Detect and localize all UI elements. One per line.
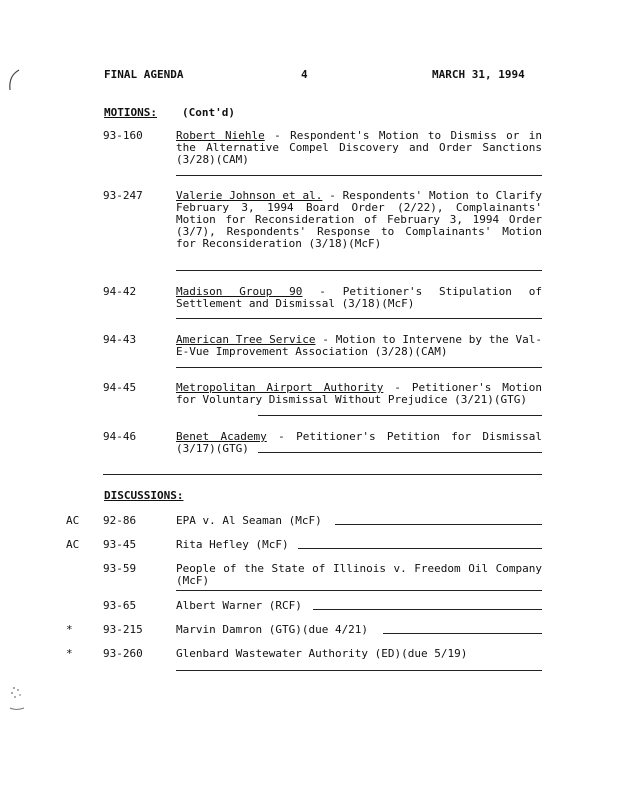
signature-line (383, 633, 542, 634)
discussion-text: Albert Warner (RCF) (176, 599, 302, 612)
discussion-text: Glenbard Wastewater Authority (ED)(due 5/19) (176, 647, 468, 660)
signature-line (176, 175, 542, 176)
case-number: 92-86 (103, 514, 137, 527)
case-number: 93-215 (103, 623, 143, 636)
party-name: Metropolitan Airport Authority (176, 381, 384, 394)
signature-line (258, 452, 542, 453)
case-number: 93-59 (103, 562, 137, 575)
party-name: American Tree Service (176, 333, 316, 346)
party-name: Valerie Johnson et al. (176, 189, 323, 202)
case-number: 93-45 (103, 538, 137, 551)
motions-contd: (Cont'd) (182, 106, 235, 119)
case-number: 93-247 (103, 189, 143, 202)
signature-line (176, 270, 542, 271)
motion-item (176, 334, 542, 358)
signature-line (335, 524, 542, 525)
action-mark: * (66, 623, 73, 636)
section-divider (103, 474, 542, 475)
motion-item (176, 382, 542, 406)
case-number: 93-65 (103, 599, 137, 612)
signature-line (298, 548, 542, 549)
agenda-title: FINAL AGENDA (104, 68, 184, 81)
agenda-date: MARCH 31, 1994 (432, 68, 525, 81)
motion-item (176, 286, 542, 310)
motion-item (176, 130, 542, 166)
motion-item (176, 190, 542, 250)
action-mark: AC (66, 538, 80, 551)
motions-heading: MOTIONS: (104, 106, 157, 119)
action-mark: AC (66, 514, 80, 527)
case-number: 93-160 (103, 129, 143, 142)
case-number: 94-42 (103, 285, 137, 298)
party-name: Madison Group 90 (176, 285, 303, 298)
case-number: 94-43 (103, 333, 137, 346)
signature-line (176, 590, 542, 591)
signature-line (176, 670, 542, 671)
signature-line (176, 367, 542, 368)
discussion-text: People of the State of Illinois v. Freedom Oil Company (McF) (176, 562, 542, 587)
motion-text: - Respondents' Motion to Clarify February 3, 1994 Board Order (2/22), Complainants' Motion for Reconsideration of February 3, 1994 Order (3/7), Respondents' Response to Complainants' Motion for Reconsideration (3/18)(McF) (176, 189, 542, 250)
party-name: Robert Niehle (176, 129, 265, 142)
scan-smudge-icon (4, 680, 30, 714)
discussion-text: Marvin Damron (GTG)(due 4/21) (176, 623, 369, 636)
discussions-heading: DISCUSSIONS: (104, 489, 184, 502)
signature-line (313, 609, 542, 610)
motion-text: - Petitioner's Motion for Voluntary Dismissal Without Prejudice (3/21)(GTG) (176, 381, 542, 406)
party-name: Benet Academy (176, 430, 267, 443)
motion-text: - Petitioner's Petition for Dismissal (3/17)(GTG) (176, 430, 542, 455)
discussion-text: Rita Hefley (McF) (176, 538, 289, 551)
action-mark: * (66, 647, 73, 660)
scan-mark-icon (6, 66, 22, 96)
page-number: 4 (301, 68, 308, 81)
discussion-text: EPA v. Al Seaman (McF) (176, 514, 322, 527)
signature-line (176, 318, 542, 319)
motion-text: - Petitioner's Stipulation of Settlement and Dismissal (3/18)(McF) (176, 285, 542, 310)
case-number: 94-46 (103, 430, 137, 443)
case-number: 94-45 (103, 381, 137, 394)
motion-text: - Respondent's Motion to Dismiss or in the Alternative Compel Discovery and Order Sanctions (3/28)(CAM) (176, 129, 542, 166)
case-number: 93-260 (103, 647, 143, 660)
motion-text: - Motion to Intervene by the Val-E-Vue Improvement Association (3/28)(CAM) (176, 333, 542, 358)
signature-line (258, 415, 542, 416)
